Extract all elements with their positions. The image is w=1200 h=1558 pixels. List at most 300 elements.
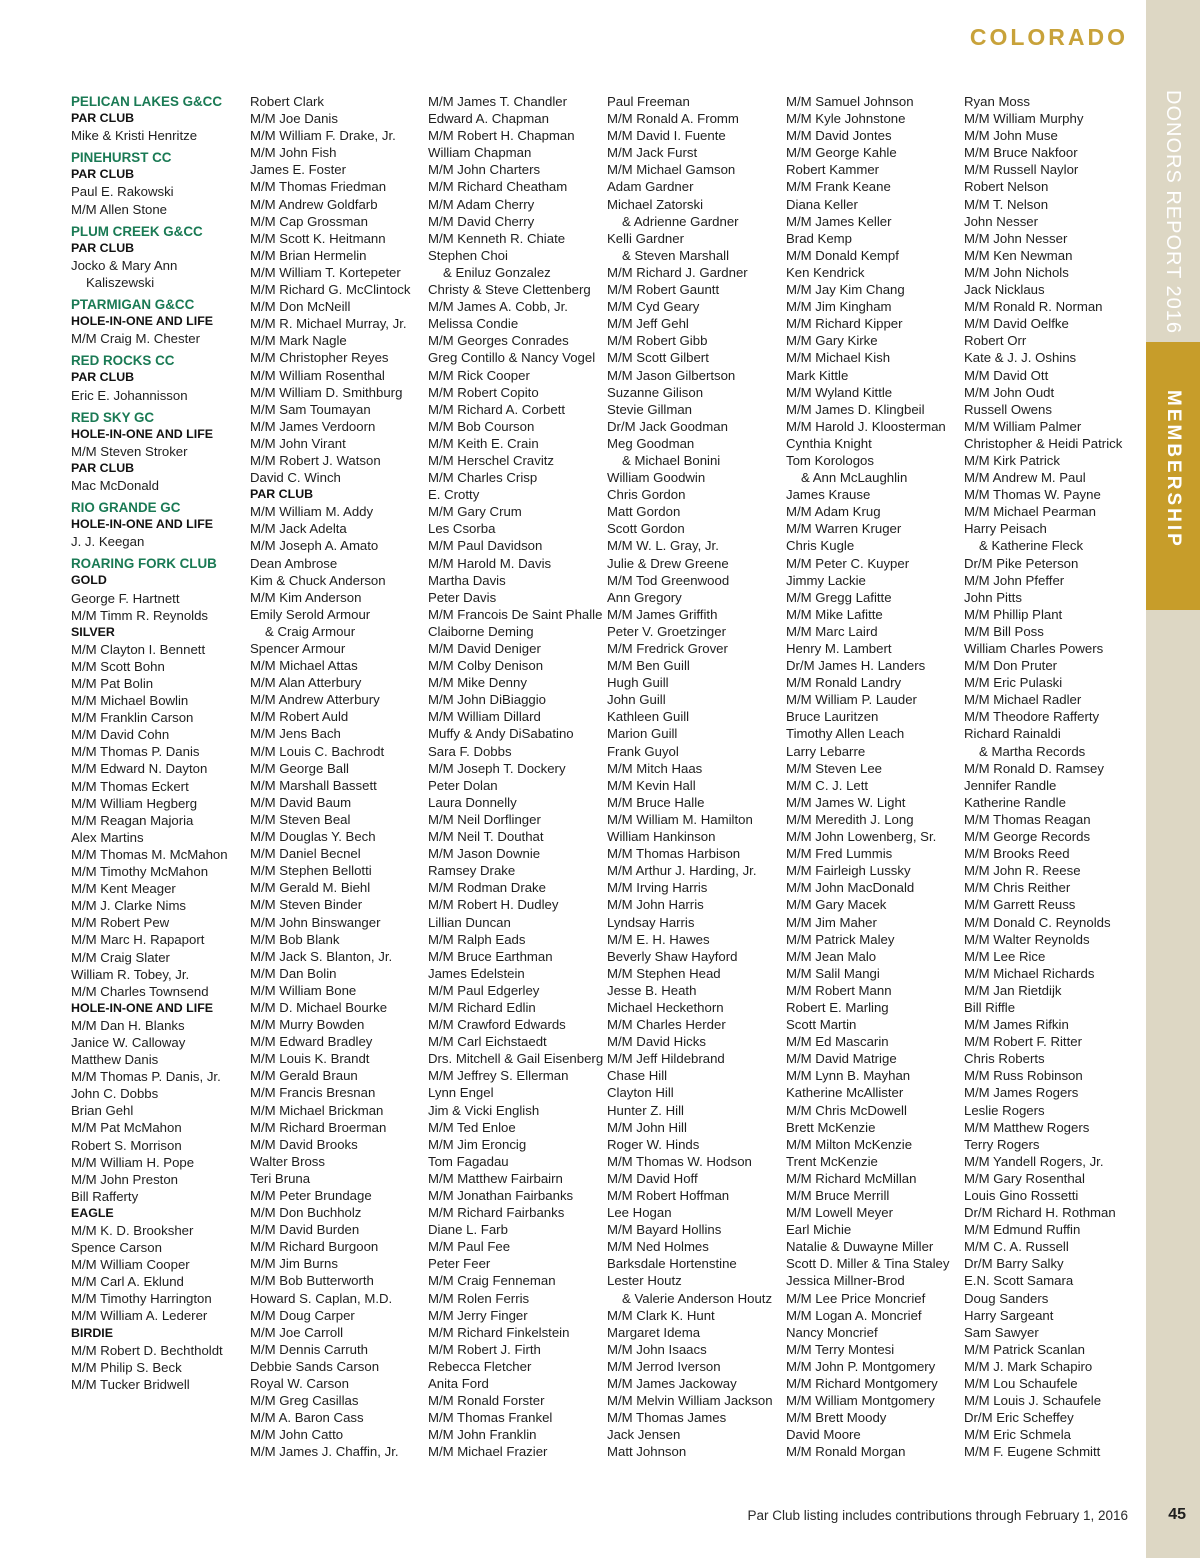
donor-name: M/M C. A. Russell <box>964 1239 1069 1255</box>
donor-name: Kate & J. J. Oshins <box>964 350 1077 366</box>
donor-name: M/M Chris Reither <box>964 880 1071 896</box>
donor-name: M/M Theodore Rafferty <box>964 709 1100 725</box>
donor-name: M/M John Nesser <box>964 230 1068 246</box>
donor-name: M/M David Deniger <box>428 641 541 656</box>
club-heading: PTARMIGAN G&CC <box>71 297 195 313</box>
donor-name: M/M Louis J. Schaufele <box>964 1393 1102 1409</box>
donor-name: M/M David Oelfke <box>964 316 1069 332</box>
donor-name: M/M Jeff Gehl <box>607 316 689 332</box>
donor-name: Ramsey Drake <box>428 863 516 879</box>
donor-name: M/M Steven Lee <box>786 760 883 776</box>
donor-name: M/M Jim Burns <box>250 1256 338 1272</box>
donor-name: M/M D. Michael Bourke <box>250 999 388 1015</box>
donor-name: M/M Thomas Reagan <box>964 811 1091 827</box>
donor-name: Dr/M Richard H. Rothman <box>964 1205 1116 1221</box>
donor-name: M/M Keith E. Crain <box>428 435 539 451</box>
donor-name: M/M Philip S. Beck <box>71 1359 182 1375</box>
donor-name: M/M Patrick Scanlan <box>964 1341 1085 1357</box>
donor-name: M/M William D. Smithburg <box>250 384 403 400</box>
donor-name: M/M Don Buchholz <box>250 1205 362 1221</box>
donor-name: M/M James D. Klingbeil <box>786 401 925 417</box>
donor-name: Doug Sanders <box>964 1290 1049 1306</box>
donor-name: M/M Michael Bowlin <box>71 693 189 709</box>
donor-name: Harry Sargeant <box>964 1307 1054 1323</box>
donor-name: M/M Richard G. McClintock <box>250 282 411 298</box>
donor-name: M/M David Cherry <box>428 213 535 229</box>
donor-name: Mike & Kristi Henritze <box>71 128 198 144</box>
donor-name: Dr/M James H. Landers <box>786 658 926 674</box>
donor-name: M/M Christopher Reyes <box>250 350 389 366</box>
donor-name: M/M Dennis Carruth <box>250 1341 368 1357</box>
donor-name: M/M Steven Stroker <box>71 443 188 459</box>
donor-name: M/M Jonathan Fairbanks <box>428 1188 574 1203</box>
donor-name: M/M Thomas Eckert <box>71 778 189 794</box>
donor-name: M/M Ted Enloe <box>428 1119 516 1135</box>
donor-name: M/M Scott Bohn <box>71 658 165 674</box>
donor-name: Lynn Engel <box>428 1085 494 1101</box>
donor-name: M/M Charles Herder <box>607 1017 726 1033</box>
donor-name: Edward A. Chapman <box>428 111 549 127</box>
donor-name: M/M Robert F. Ritter <box>964 1034 1082 1050</box>
donor-name: M/M Robert Hoffman <box>607 1188 730 1203</box>
donor-name: Margaret Idema <box>607 1324 701 1340</box>
donor-name: M/M T. Nelson <box>964 196 1049 212</box>
donor-name: M/M Timothy Harrington <box>71 1291 212 1307</box>
donor-name: Scott Martin <box>786 1017 857 1033</box>
donor-name: William Charles Powers <box>964 641 1104 656</box>
donor-name: M/M Scott Gilbert <box>607 350 709 366</box>
donor-name: M/M Eric Schmela <box>964 1427 1071 1443</box>
donor-name: M/M Francis Bresnan <box>250 1085 376 1101</box>
donor-name: Paul E. Rakowski <box>71 184 174 200</box>
donor-name: Les Csorba <box>428 521 496 537</box>
donor-name: M/M Bayard Hollins <box>607 1222 722 1238</box>
donor-name-continuation: & Steven Marshall <box>622 247 730 263</box>
donor-name: Richard Rainaldi <box>964 726 1061 742</box>
donor-name: M/M Reagan Majoria <box>71 812 194 828</box>
donor-name: M/M William Bone <box>250 982 357 998</box>
donor-name: M/M Thomas Frankel <box>428 1410 553 1426</box>
donor-name: M/M Peter C. Kuyper <box>786 555 910 571</box>
donor-name: M/M Lee Rice <box>964 948 1046 964</box>
donor-name: M/M Marc H. Rapaport <box>71 932 205 948</box>
donor-name: Timothy Allen Leach <box>786 726 905 742</box>
donor-column-2 <box>250 93 410 1461</box>
donor-name: Adam Gardner <box>607 179 694 195</box>
donor-name: M/M A. Baron Cass <box>250 1410 364 1426</box>
donor-name: M/M Colby Denison <box>428 658 544 674</box>
donor-name: Lyndsay Harris <box>607 914 695 930</box>
donor-name: M/M William Hegberg <box>71 795 198 811</box>
donor-name: M/M John R. Reese <box>964 863 1081 879</box>
donor-name: M/M James A. Cobb, Jr. <box>428 299 568 315</box>
donor-name: M/M Donald Kempf <box>786 247 899 263</box>
donor-name: M/M Andrew M. Paul <box>964 470 1086 486</box>
donor-name: M/M Richard J. Gardner <box>607 264 748 280</box>
donor-name: M/M Milton McKenzie <box>786 1136 913 1152</box>
donor-name: Chris Kugle <box>786 538 855 554</box>
donor-name: M/M Fairleigh Lussky <box>786 863 911 879</box>
donor-name: M/M Samuel Johnson <box>786 94 914 109</box>
donor-name: Bill Rafferty <box>71 1188 139 1204</box>
donor-name: Tom Korologos <box>786 452 874 468</box>
donor-name: M/M James Griffith <box>607 606 718 622</box>
donor-column-6 <box>964 93 1122 1461</box>
donor-name: M/M Dan H. Blanks <box>71 1017 185 1033</box>
donor-column-3 <box>428 93 603 1461</box>
donor-name: Robert Orr <box>964 333 1027 349</box>
donor-name: M/M David I. Fuente <box>607 128 726 144</box>
donor-name: M/M Jean Malo <box>786 948 877 964</box>
donor-name: M/M Meredith J. Long <box>786 811 914 827</box>
donor-name: M/M Gary Crum <box>428 504 522 520</box>
donor-name: Katherine McAllister <box>786 1085 904 1101</box>
donor-name: Drs. Mitchell & Gail Eisenberg <box>428 1051 604 1067</box>
donor-name: M/M Mike Lafitte <box>786 606 883 622</box>
club-heading: RED ROCKS CC <box>71 353 175 369</box>
donor-name: M/M Ed Mascarin <box>786 1034 889 1050</box>
donor-name: Brian Gehl <box>71 1103 134 1119</box>
donor-name: Christy & Steve Clettenberg <box>428 282 591 298</box>
donor-name: Tom Fagadau <box>428 1153 509 1169</box>
donor-name: Lee Hogan <box>607 1205 672 1221</box>
donor-name: M/M Joe Danis <box>250 111 338 127</box>
section-label: MEMBERSHIP <box>1163 390 1184 549</box>
donor-name: M/M Craig M. Chester <box>71 331 200 347</box>
donor-name: M/M Michael Attas <box>250 658 358 674</box>
donor-name: M/M Wyland Kittle <box>786 384 893 400</box>
donor-name: M/M David Hicks <box>607 1034 706 1050</box>
donor-name: Diana Keller <box>786 196 858 212</box>
donor-name: M/M Bruce Merrill <box>786 1188 890 1203</box>
donor-name: Bruce Lauritzen <box>786 709 879 725</box>
donor-name: M/M William A. Lederer <box>71 1308 208 1324</box>
donor-name: Clayton Hill <box>607 1085 674 1101</box>
donor-name: Leslie Rogers <box>964 1102 1045 1118</box>
donor-name: M/M Bob Butterworth <box>250 1273 374 1289</box>
donor-name: M/M Richard Kipper <box>786 316 903 332</box>
donor-name: M/M Thomas Harbison <box>607 846 741 862</box>
donor-name: Jack Jensen <box>607 1427 681 1443</box>
donor-name: Debbie Sands Carson <box>250 1358 380 1374</box>
donor-name: Robert Clark <box>250 94 325 109</box>
donor-name: M/M John Binswanger <box>250 914 381 930</box>
donor-name: M/M Jeff Hildebrand <box>607 1051 725 1067</box>
donor-name: M/M Steven Beal <box>250 811 351 827</box>
donor-name: M/M Matthew Fairbairn <box>428 1170 563 1186</box>
donor-name: M/M Timothy McMahon <box>71 864 209 880</box>
donor-name: M/M Ralph Eads <box>428 931 526 947</box>
donor-name: Harry Peisach <box>964 521 1047 537</box>
donor-name: Barksdale Hortenstine <box>607 1256 737 1272</box>
donor-name: Sara F. Dobbs <box>428 743 512 759</box>
donor-name: M/M Jim Eroncig <box>428 1136 527 1152</box>
donor-name: M/M Pat Bolin <box>71 676 154 691</box>
donor-name: Michael Heckethorn <box>607 999 724 1015</box>
donor-name: William Chapman <box>428 145 532 161</box>
donor-name: M/M W. L. Gray, Jr. <box>607 538 719 554</box>
donor-name: M/M John P. Montgomery <box>786 1358 936 1374</box>
donor-name: M/M Fredrick Grover <box>607 641 728 656</box>
donor-name: Janice W. Calloway <box>71 1034 186 1050</box>
donor-name: M/M Warren Kruger <box>786 521 902 537</box>
donor-name: M/M Michael Frazier <box>428 1444 548 1460</box>
donor-name: M/M John Pfeffer <box>964 572 1065 588</box>
donor-name: M/M Terry Montesi <box>786 1341 895 1357</box>
donor-name: M/M Donald C. Reynolds <box>964 914 1111 930</box>
donor-name: M/M William T. Kortepeter <box>250 264 401 280</box>
donor-name: M/M Craig Slater <box>71 949 170 965</box>
club-heading: ROARING FORK CLUB <box>71 556 217 572</box>
donor-name: Peter Davis <box>428 589 497 605</box>
donor-name: M/M Thomas W. Payne <box>964 487 1101 503</box>
donor-name: Matthew Danis <box>71 1052 159 1068</box>
donor-name: M/M Michael Gamson <box>607 162 736 178</box>
donor-name: M/M Michael Kish <box>786 350 891 366</box>
donor-name: M/M Louis K. Brandt <box>250 1051 370 1067</box>
donor-name: Dean Ambrose <box>250 555 338 571</box>
donor-name: M/M Louis C. Bachrodt <box>250 743 385 759</box>
donor-name: M/M Robert D. Bechtholdt <box>71 1342 223 1358</box>
donor-name: M/M Ronald Morgan <box>786 1444 906 1460</box>
donor-name: M/M Edward N. Dayton <box>71 761 208 777</box>
donor-name: Hugh Guill <box>607 675 669 691</box>
donor-name: M/M Kevin Hall <box>607 777 696 793</box>
donor-name: John Pitts <box>964 589 1022 605</box>
donor-name: Earl Michie <box>786 1222 852 1238</box>
donor-name: M/M George Kahle <box>786 145 897 161</box>
category-heading: PAR CLUB <box>71 240 135 255</box>
donor-name: M/M J. Clarke Nims <box>71 898 187 914</box>
donor-name: M/M Clayton I. Bennett <box>71 641 206 657</box>
donor-name: M/M Rick Cooper <box>428 367 530 383</box>
club-heading: RED SKY GC <box>71 409 155 425</box>
donor-name: George F. Hartnett <box>71 590 180 606</box>
donor-name: M/M Paul Edgerley <box>428 982 540 998</box>
donor-name: M/M Adam Cherry <box>428 196 535 212</box>
donor-name: M/M Kyle Johnstone <box>786 111 906 127</box>
donor-name: M/M Brian Hermelin <box>250 247 367 263</box>
donor-name: M/M John DiBiaggio <box>428 692 547 708</box>
donor-name: Paul Freeman <box>607 94 690 109</box>
donor-name: M/M James Rifkin <box>964 1017 1069 1033</box>
donor-name: Dr/M Eric Scheffey <box>964 1410 1074 1426</box>
category-heading: PAR CLUB <box>71 111 135 126</box>
donor-name: M/M Salil Mangi <box>786 965 880 981</box>
donor-name: Greg Contillo & Nancy Vogel <box>428 350 596 366</box>
page-title: COLORADO <box>969 24 1128 50</box>
donor-name: M/M Stephen Head <box>607 965 721 981</box>
donor-name: M/M Jerry Finger <box>428 1307 528 1323</box>
donor-name: Rebecca Fletcher <box>428 1358 532 1374</box>
donor-name: M/M Bruce Halle <box>607 794 705 810</box>
donor-name: M/M Mark Nagle <box>250 333 347 349</box>
donor-name: M/M William F. Drake, Jr. <box>250 128 396 144</box>
donor-name: M/M Bruce Earthman <box>428 948 553 964</box>
donor-name: Melissa Condie <box>428 316 519 332</box>
club-heading: PINEHURST CC <box>71 150 172 166</box>
donor-name: M/M Alan Atterbury <box>250 675 362 691</box>
donor-name-continuation: & Craig Armour <box>265 623 356 639</box>
donor-name: M/M Neil Dorflinger <box>428 811 541 827</box>
donor-name: Matt Gordon <box>607 504 681 520</box>
donor-name: M/M Garrett Reuss <box>964 897 1076 913</box>
donor-name: John Guill <box>607 692 666 708</box>
donor-name: M/M Jay Kim Chang <box>786 282 905 298</box>
donor-name: M/M Robert H. Chapman <box>428 128 575 144</box>
donor-name: M/M Russell Naylor <box>964 162 1079 178</box>
club-heading: RIO GRANDE GC <box>71 500 181 516</box>
donor-name: M/M Bruce Nakfoor <box>964 145 1078 161</box>
donor-name: M/M Thomas P. Danis, Jr. <box>71 1069 221 1085</box>
donor-name: M/M Jack S. Blanton, Jr. <box>250 948 393 964</box>
donor-name: M/M Scott K. Heitmann <box>250 230 386 246</box>
donor-name: Katherine Randle <box>964 794 1066 810</box>
donor-name: M/M Clark K. Hunt <box>607 1307 715 1323</box>
donor-name: M/M Don McNeill <box>250 299 351 315</box>
donor-name: William Goodwin <box>607 470 706 486</box>
donor-name: M/M James J. Chaffin, Jr. <box>250 1444 399 1460</box>
donor-name: M/M Robert H. Dudley <box>428 897 559 913</box>
donor-name: Peter Dolan <box>428 777 498 793</box>
donor-name: Michael Zatorski <box>607 196 704 212</box>
donor-name: M/M Robert Gibb <box>607 333 708 349</box>
donor-name: M/M Edward Bradley <box>250 1034 373 1050</box>
donor-name: M/M Robert Gauntt <box>607 282 720 298</box>
donor-name: M/M Michael Richards <box>964 965 1095 981</box>
donor-name: M/M Robert Copito <box>428 384 539 400</box>
donor-name: M/M John Virant <box>250 435 346 451</box>
donor-name: M/M Ben Guill <box>607 658 690 674</box>
club-heading: PLUM CREEK G&CC <box>71 223 203 239</box>
donor-name: Laura Donnelly <box>428 794 517 810</box>
donor-name: Christopher & Heidi Patrick <box>964 435 1123 451</box>
donor-name: M/M John MacDonald <box>786 880 915 896</box>
donor-name: Frank Guyol <box>607 743 679 759</box>
donor-name: M/M John Charters <box>428 162 541 178</box>
donor-name: M/M Bill Poss <box>964 623 1044 639</box>
donor-name-continuation: & Katherine Fleck <box>979 538 1084 554</box>
donor-name: Lillian Duncan <box>428 914 511 930</box>
donor-name: M/M Ronald D. Ramsey <box>964 760 1104 776</box>
donor-name: M/M John Fish <box>250 145 337 161</box>
donor-name: M/M James W. Light <box>786 794 906 810</box>
donor-name: M/M Carl Eichstaedt <box>428 1034 547 1050</box>
donor-column-1 <box>71 93 228 1393</box>
category-heading: HOLE-IN-ONE AND LIFE <box>71 517 214 532</box>
category-heading: PAR CLUB <box>250 487 314 502</box>
donor-name: M/M Thomas James <box>607 1410 727 1426</box>
donor-name: James Krause <box>786 487 871 503</box>
donor-name: M/M David Hoff <box>607 1170 698 1186</box>
donor-name: M/M Chris McDowell <box>786 1102 907 1118</box>
donor-name: M/M Jeffrey S. Ellerman <box>428 1068 569 1084</box>
donor-name: M/M Bob Courson <box>428 418 535 434</box>
donor-name-continuation: & Eniluz Gonzalez <box>443 264 551 280</box>
category-heading: PAR CLUB <box>71 167 135 182</box>
donor-name: Peter Feer <box>428 1256 491 1272</box>
donor-name: M/M Ronald A. Fromm <box>607 111 739 127</box>
donor-name: M/M Jens Bach <box>250 726 341 742</box>
donor-name: M/M Fred Lummis <box>786 846 893 862</box>
donor-name: M/M Michael Brickman <box>250 1102 384 1118</box>
donor-name: E. Crotty <box>428 487 480 503</box>
donor-name: M/M John Muse <box>964 128 1058 144</box>
donor-name: Robert Kammer <box>786 162 880 178</box>
donor-name: M/M John Isaacs <box>607 1341 707 1357</box>
donor-name: M/M Franklin Carson <box>71 710 194 726</box>
donor-name: M/M Gerald M. Biehl <box>250 880 371 896</box>
category-heading: HOLE-IN-ONE AND LIFE <box>71 1000 214 1015</box>
donor-name: Beverly Shaw Hayford <box>607 948 738 964</box>
donor-name: M/M Thomas W. Hodson <box>607 1153 752 1169</box>
donor-name: M/M David Brooks <box>250 1136 358 1152</box>
donor-name: M/M Jack Adelta <box>250 521 347 537</box>
donor-name: M/M Jim Kingham <box>786 299 892 315</box>
donor-name: M/M John Harris <box>607 897 704 913</box>
donor-name: M/M Georges Conrades <box>428 333 569 349</box>
donor-name: Jesse B. Heath <box>607 982 697 998</box>
donor-name: M/M K. D. Brooksher <box>71 1223 194 1238</box>
donor-name: M/M Gary Kirke <box>786 333 878 349</box>
donor-name: Bill Riffle <box>964 999 1016 1015</box>
donor-name: M/M Charles Townsend <box>71 983 209 999</box>
donor-name: Royal W. Carson <box>250 1376 349 1392</box>
donor-name: M/M Harold M. Davis <box>428 555 552 571</box>
donor-name: John C. Dobbs <box>71 1086 159 1102</box>
donor-name: M/M Brooks Reed <box>964 846 1070 862</box>
donor-name: M/M David Baum <box>250 794 352 810</box>
donor-name: M/M David Jontes <box>786 128 892 144</box>
donor-name: Chris Gordon <box>607 487 686 503</box>
donor-name: M/M Crawford Edwards <box>428 1017 566 1033</box>
donor-name: M/M Jason Gilbertson <box>607 367 736 383</box>
donor-name: M/M Richard Broerman <box>250 1119 387 1135</box>
donor-name: M/M Rolen Ferris <box>428 1290 530 1306</box>
donor-name: William R. Tobey, Jr. <box>71 966 190 982</box>
donor-name: M/M J. Mark Schapiro <box>964 1358 1093 1374</box>
donor-name: Jennifer Randle <box>964 777 1057 793</box>
donor-name: M/M Joseph A. Amato <box>250 538 379 554</box>
donor-name-continuation: & Michael Bonini <box>622 452 721 468</box>
donor-name: M/M Thomas M. McMahon <box>71 846 228 862</box>
donor-name: M/M Andrew Atterbury <box>250 692 380 708</box>
donor-name: M/M Russ Robinson <box>964 1068 1083 1084</box>
donor-name: M/M George Ball <box>250 760 349 776</box>
donor-name: Diane L. Farb <box>428 1222 508 1238</box>
donor-name: Scott D. Miller & Tina Staley <box>786 1256 950 1272</box>
donor-name: M/M Yandell Rogers, Jr. <box>964 1153 1104 1169</box>
donor-name: Suzanne Gilison <box>607 384 704 400</box>
donor-name: M/M Ronald Landry <box>786 675 902 691</box>
donor-name: William Hankinson <box>607 829 716 845</box>
donor-name: M/M Herschel Cravitz <box>428 452 555 468</box>
donor-name: M/M Marc Laird <box>786 623 878 639</box>
donor-name: M/M John Lowenberg, Sr. <box>786 829 937 845</box>
footer-note: Par Club listing includes contributions through February 1, 2016 <box>747 1508 1128 1523</box>
donor-name: M/M Jack Furst <box>607 145 698 161</box>
donor-name: Natalie & Duwayne Miller <box>786 1239 934 1255</box>
donor-name: M/M David Burden <box>250 1222 360 1238</box>
donor-name: M/M William H. Pope <box>71 1154 195 1170</box>
donor-name: Larry Lebarre <box>786 743 866 759</box>
donor-name: M/M Paul Davidson <box>428 538 543 554</box>
donor-name: M/M Robert Pew <box>71 915 170 931</box>
donor-name: M/M Lou Schaufele <box>964 1376 1078 1392</box>
donor-name: M/M Jim Maher <box>786 914 877 930</box>
donor-name-continuation: Kaliszewski <box>86 274 155 290</box>
donor-name: M/M Francois De Saint Phalle <box>428 606 603 622</box>
